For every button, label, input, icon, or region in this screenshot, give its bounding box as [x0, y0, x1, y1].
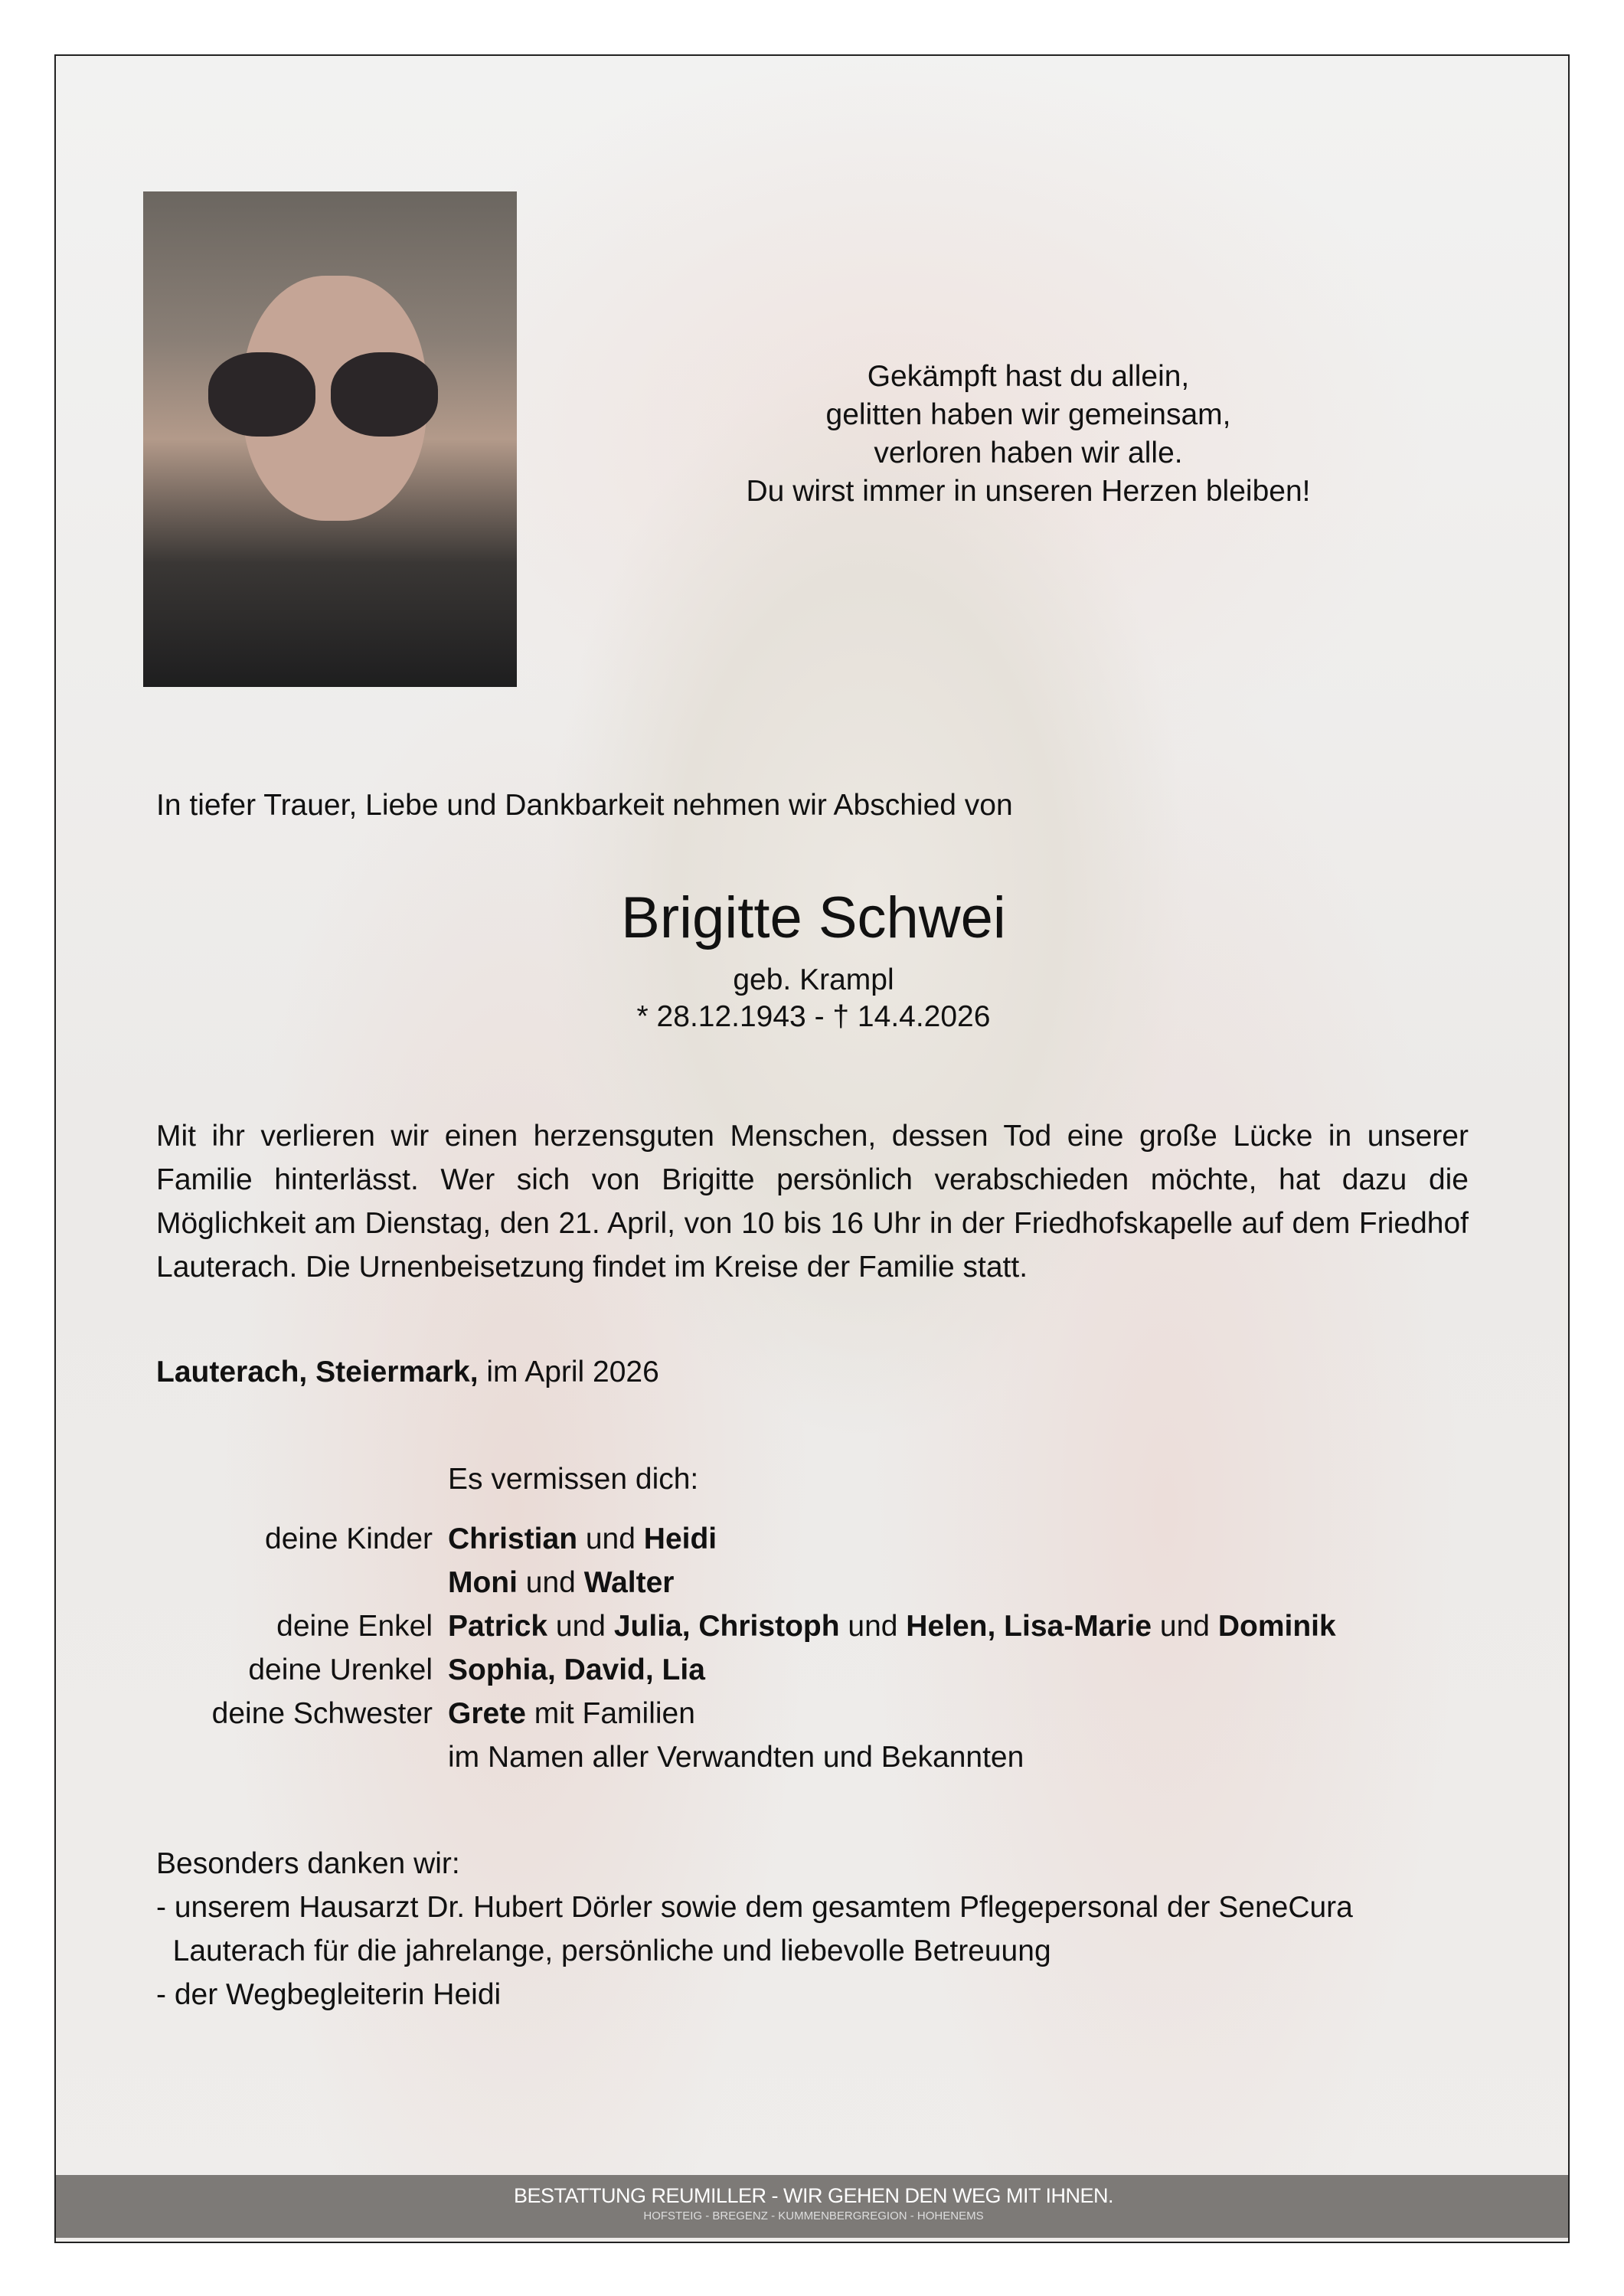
mourner-name: Grete	[448, 1697, 526, 1730]
portrait-photo	[143, 191, 517, 687]
place: Lauterach, Steiermark,	[156, 1356, 479, 1388]
deceased-name: Brigitte Schwei	[621, 885, 1006, 950]
connector-text: und	[517, 1566, 584, 1599]
thanks-heading: Besonders danken wir:	[156, 1847, 460, 1880]
obituary-card	[54, 54, 1570, 2243]
mourner-relation: deine Enkel	[276, 1610, 433, 1643]
mourner-names	[448, 1561, 674, 1604]
mourner-name: Sophia, David, Lia	[448, 1653, 705, 1686]
mourner-names	[448, 1648, 705, 1692]
connector-text: und	[1152, 1610, 1218, 1643]
poem-line: verloren haben wir alle.	[874, 437, 1183, 469]
mourner-name: Patrick	[448, 1610, 548, 1643]
connector-text: im Namen aller Verwandten und Bekannten	[448, 1741, 1024, 1774]
connector-text: und	[577, 1522, 644, 1555]
mourner-names	[448, 1735, 1024, 1779]
mourner-name: Julia, Christoph	[613, 1610, 840, 1643]
connector-text: mit Familien	[525, 1697, 695, 1730]
mourner-name: Heidi	[643, 1522, 717, 1555]
mourner-names	[448, 1692, 695, 1735]
connector-text: und	[547, 1610, 614, 1643]
mourner-relation: deine Schwester	[211, 1697, 433, 1730]
footer-banner	[56, 2175, 1570, 2238]
mourner-name: Walter	[583, 1566, 675, 1599]
birth-name: geb. Krampl	[733, 963, 894, 996]
poem-line: gelitten haben wir gemeinsam,	[825, 398, 1231, 431]
thanks-line: - unserem Hausarzt Dr. Hubert Dörler sowie dem gesamtem Pflegepersonal der SeneCura	[156, 1891, 1353, 1924]
poem-line: Du wirst immer in unseren Herzen bleiben!	[746, 475, 1311, 508]
date: im April 2026	[478, 1356, 659, 1388]
thanks-line: Lauterach für die jahrelange, persönliche und liebevolle Betreuung	[156, 1935, 1051, 1967]
mourner-names	[448, 1517, 717, 1561]
thanks-line: - der Wegbegleiterin Heidi	[156, 1978, 502, 2011]
mourner-name: Christian	[448, 1522, 578, 1555]
mourner-name: Dominik	[1217, 1610, 1336, 1643]
mourner-relation: deine Urenkel	[248, 1653, 433, 1686]
footer-slogan: BESTATTUNG REUMILLER - WIR GEHEN DEN WEG MIT IHNEN.	[513, 2184, 1114, 2207]
thanks	[156, 1842, 1496, 2016]
connector-text: und	[839, 1610, 907, 1643]
mourner-name: Helen, Lisa-Marie	[906, 1610, 1152, 1643]
life-dates: * 28.12.1943 - † 14.4.2026	[636, 1000, 991, 1033]
mourner-names	[448, 1604, 1336, 1648]
footer-regions: HOFSTEIG - BREGENZ - KUMMENBERGREGION - HOHENEMS	[643, 2209, 984, 2222]
announcement-paragraph: Mit ihr verlieren wir einen herzensguten Menschen, dessen Tod eine große Lücke in unserer Familie hinterlässt. Wer sich von Brigitte persönlich verabschieden möchte, hat dazu die Möglichkeit am Dienstag, den 21. April, von 10 bis 16 Uhr in der Friedhofskapelle auf dem Friedhof Lauterach. Die Urnenbeisetzung findet im Kreise der Familie statt.	[156, 1120, 1469, 1284]
poem	[622, 358, 1434, 511]
mourner-name: Moni	[448, 1566, 518, 1599]
intro-text: In tiefer Trauer, Liebe und Dankbarkeit nehmen wir Abschied von	[156, 789, 1013, 822]
mourner-relation: deine Kinder	[265, 1522, 433, 1555]
poem-line: Gekämpft hast du allein,	[867, 360, 1190, 393]
mourners-heading: Es vermissen dich:	[448, 1463, 699, 1496]
place-date	[156, 1350, 659, 1394]
